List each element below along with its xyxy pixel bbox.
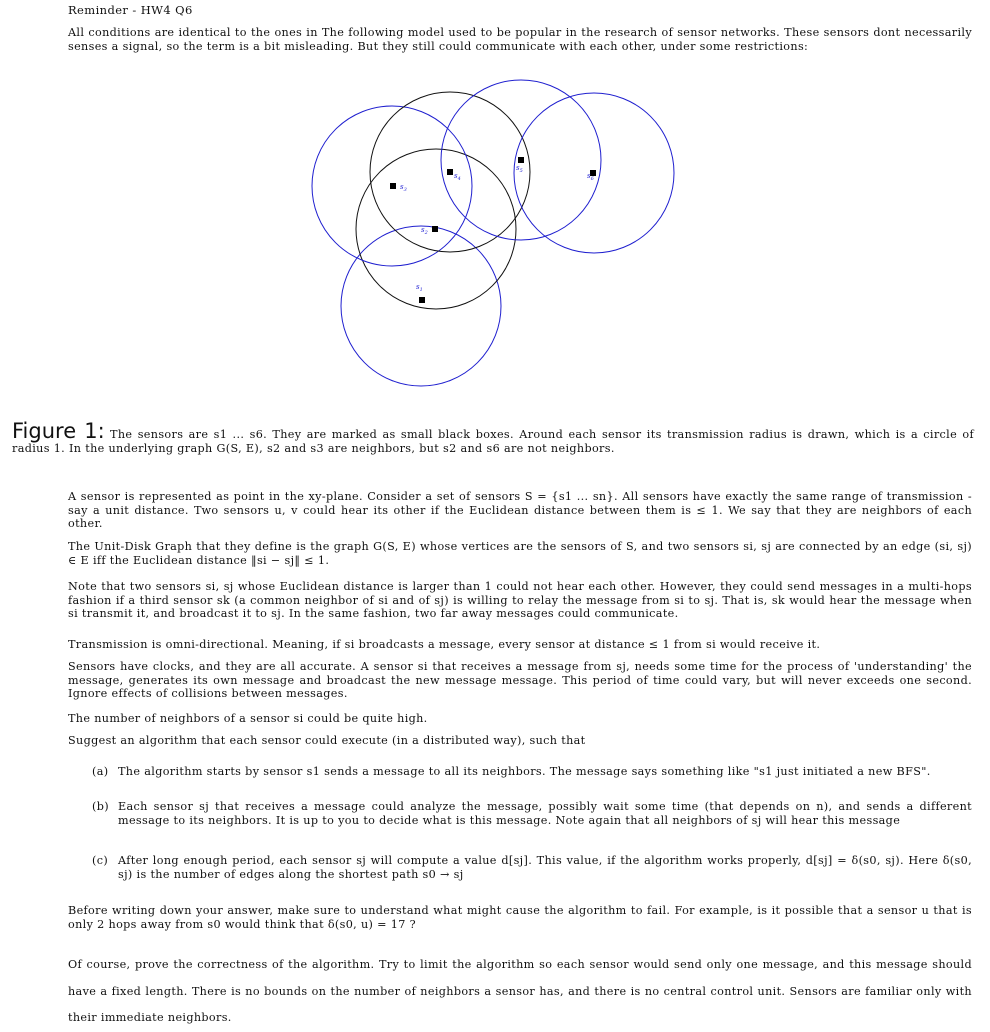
list-item-text: After long enough period, each sensor sj will compute a value d[sj]. This value, if the algorithm works properly, d[sj] = δ(s0, sj). Here δ(s0, sj) is the number of edges along the shortest path s0 → sj — [118, 854, 972, 881]
para-neighbors: The number of neighbors of a sensor si could be quite high. — [68, 712, 428, 725]
list-item-text: Each sensor sj that receives a message could analyze the message, possibly wait some time (that depends on n), and sends a different message to its neighbors. It is up to you to decide what is this message. Note again that all neighbors of sj will hear this message — [118, 800, 972, 827]
sensor-label-s6: $s_6$ — [587, 172, 594, 182]
list-item-text: The algorithm starts by sensor s1 sends a message to all its neighbors. The message says something like "s1 just initiated a new BFS". — [118, 765, 931, 778]
list-item-tag: (b) — [92, 800, 109, 813]
para-multi-hop: Note that two sensors si, sj whose Euclidean distance is larger than 1 could not hear each other. However, they could send messages in a multi-hops fashion if a third sensor sk (a common neighbor of si and of sj) is willing to relay the message from si to sj. That is, sk would hear the message when si transmit it, and broadcast it to sj. In the same fashion, two far away messages could communicate. — [68, 580, 972, 620]
caption-text: The sensors are s1 ... s6. They are marked as small black boxes. Around each sensor its transmission radius is drawn, which is a circle of radius 1. In the underlying graph G(S, E), s2 and s3 are neighbors, but s2 and s6 are not neighbors. — [12, 428, 974, 455]
sensor-label-s5: $s_5$ — [516, 164, 523, 174]
para-suggest: Suggest an algorithm that each sensor could execute (in a distributed way), such that — [68, 734, 586, 747]
sensor-box-s3 — [390, 183, 396, 189]
caption-label: Figure 1: — [12, 419, 105, 443]
list-item-tag: (a) — [92, 765, 109, 778]
para-correctness: Of course, prove the correctness of the algorithm. Try to limit the algorithm so each sensor would send only one message, and this message should have a fixed length. There is no bounds on the number of neighbors a sensor has, and there is no central control unit. Sensors are familiar only with their immediate neighbors. — [68, 958, 972, 1024]
sensor-box-s2 — [432, 226, 438, 232]
sensor-label-s3: $s_3$ — [400, 183, 407, 193]
range-circle-s1 — [341, 226, 501, 386]
sensor-label-s1: $s_1$ — [416, 283, 423, 293]
list-item — [92, 800, 972, 842]
para-failure-example: Before writing down your answer, make sure to understand what might cause the algorithm to fail. For example, is it possible that a sensor u that is only 2 hops away from s0 would think that δ(s0, u) = 17 ? — [68, 904, 972, 931]
figure-caption — [12, 419, 974, 455]
list-item-tag: (c) — [92, 854, 109, 867]
sensor-box-s5 — [518, 157, 524, 163]
list-item — [92, 765, 972, 793]
sensor-label-s2: $s_2$ — [421, 226, 428, 236]
list-item — [92, 854, 972, 882]
intro-paragraph: All conditions are identical to the ones in The following model used to be popular in the research of sensor networks. These sensors dont necessarily senses a signal, so the term is a bit misleading. But they still could communicate with each other, under some restrictions: — [68, 26, 972, 53]
page-title: Reminder - HW4 Q6 — [68, 3, 193, 17]
para-unit-disk-graph: The Unit-Disk Graph that they define is the graph G(S, E) whose vertices are the sensors of S, and two sensors si, sj are connected by an edge (si, sj) ∈ E iff the Euclidean distance ‖si − sj‖ ≤ 1. — [68, 540, 972, 567]
sensor-label-s4: $s_4$ — [454, 172, 461, 182]
para-sensor-definition: A sensor is represented as point in the xy-plane. Consider a set of sensors S = {s1 ... sn}. All sensors have exactly the same range of transmission - say a unit distance. Two sensors u, v could hear its other if the Euclidean distance between them is ≤ 1. We say that they are neighbors of each other. — [68, 490, 972, 530]
para-clocks: Sensors have clocks, and they are all accurate. A sensor si that receives a message from sj, needs some time for the process of 'understanding' the message, generates its own message and broadcast the new message message. This period of time could vary, but will never exceeds one second. Ignore effects of collisions between messages. — [68, 660, 972, 700]
para-omni-directional: Transmission is omni-directional. Meaning, if si broadcasts a message, every sensor at distance ≤ 1 from si would receive it. — [68, 638, 821, 651]
sensor-figure — [0, 0, 990, 420]
sensor-box-s4 — [447, 169, 453, 175]
sensor-box-s1 — [419, 297, 425, 303]
